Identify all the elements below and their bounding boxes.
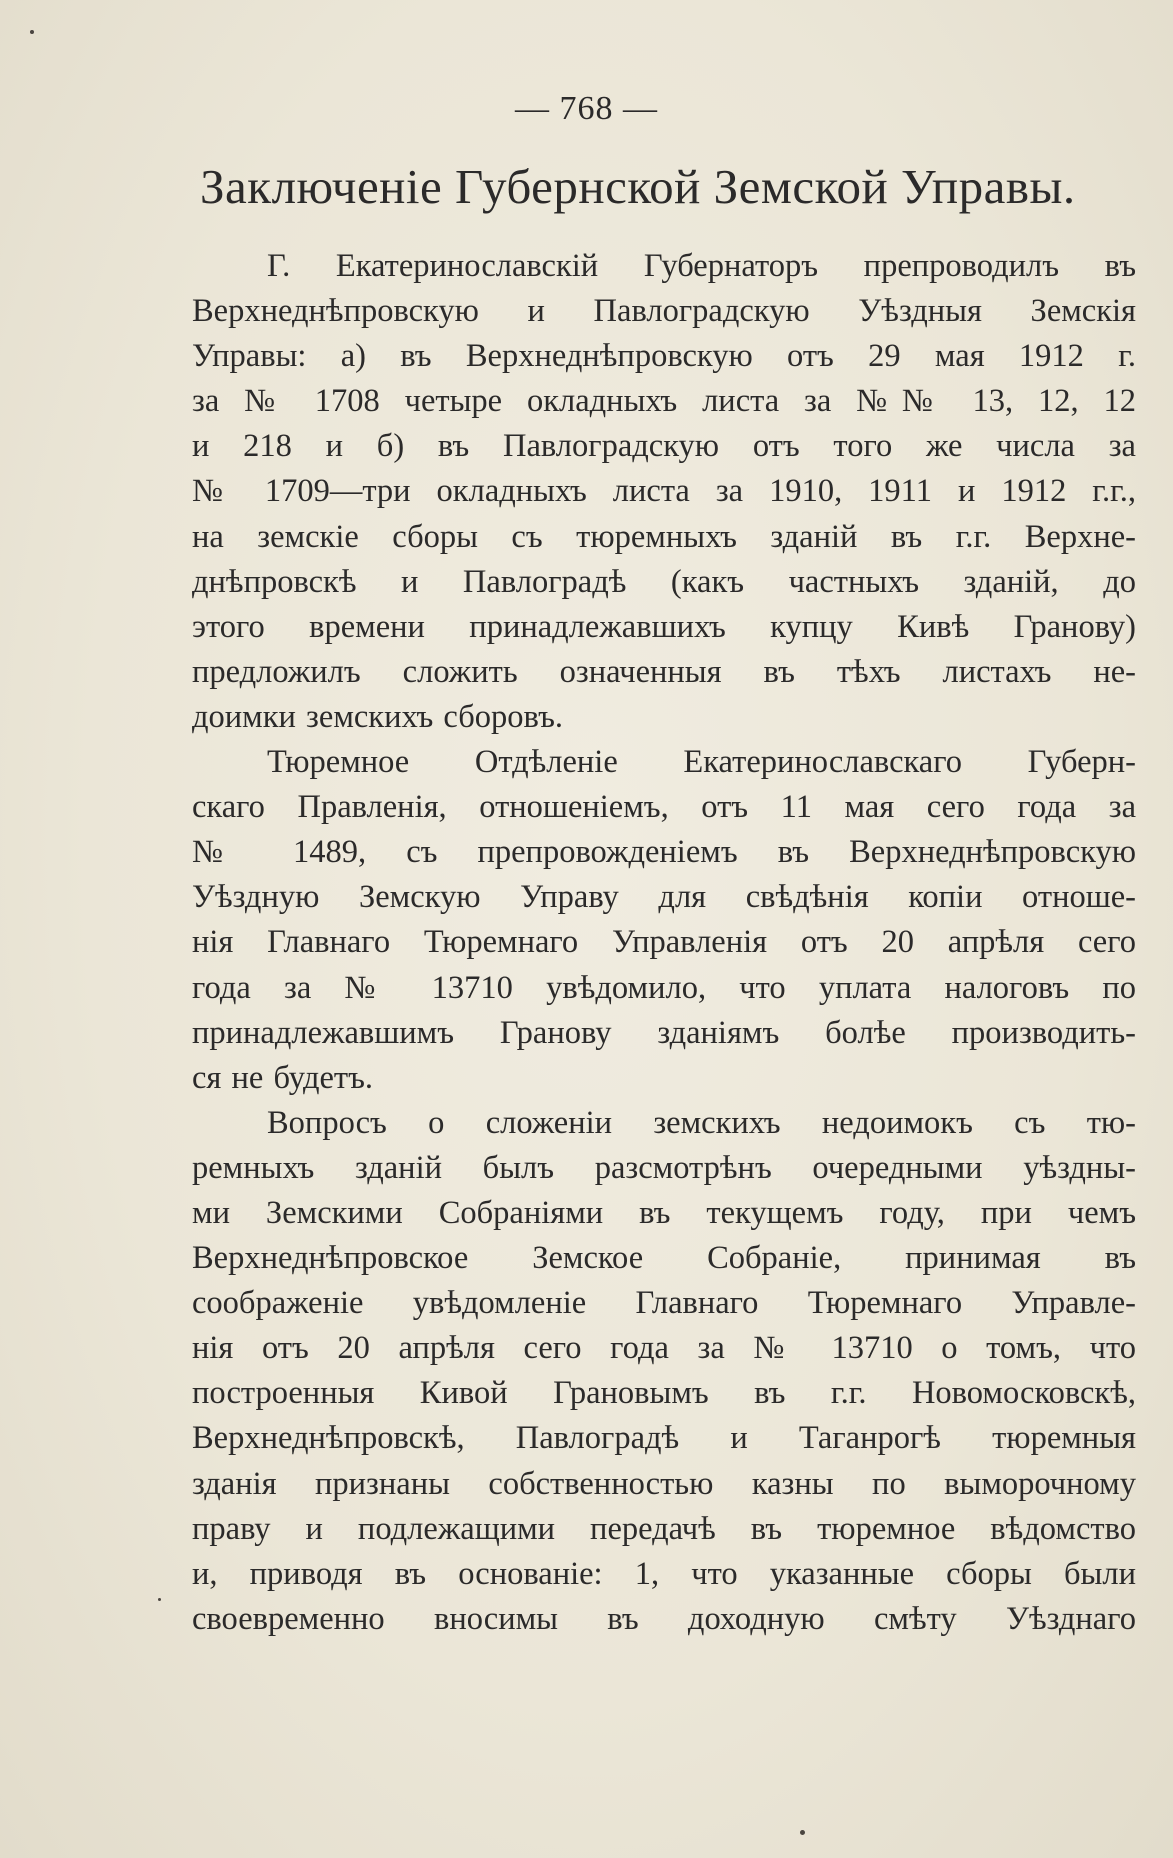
text-line: ся не будетъ. [192, 1059, 374, 1096]
text-line: № 1709—три окладныхъ листа за 1910, 1911 и 1912 г.г., [192, 473, 1136, 510]
text-line: нія отъ 20 апрѣля сего года за № 13710 о томъ, что [192, 1330, 1136, 1367]
text-line: на земскіе сборы съ тюремныхъ зданій въ г.г. Верхне- [192, 518, 1136, 555]
text-line: построенныя Кивой Грановымъ въ г.г. Новомосковскѣ, [192, 1375, 1136, 1412]
text-line: Уѣздную Земскую Управу для свѣдѣнія копіи отноше- [192, 879, 1136, 916]
text-line: Тюремное Отдѣленіе Екатеринославскаго Губерн- [267, 744, 1136, 781]
text-line: своевременно вносимы въ доходную смѣту Уѣзднаго [192, 1600, 1136, 1637]
text-line: нія Главнаго Тюремнаго Управленія отъ 20 апрѣля сего [192, 924, 1136, 961]
text-line: Верхнеднѣпровскую и Павлоградскую Уѣздныя Земскія [192, 293, 1136, 330]
text-line: ремныхъ зданій былъ разсмотрѣнъ очередными уѣздны- [192, 1149, 1136, 1186]
page-heading: Заключеніе Губернской Земской Управы. [200, 159, 1076, 214]
text-line: Г. Екатеринославскій Губернаторъ препроводилъ въ [267, 248, 1136, 284]
text-line: и, приводя въ основаніе: 1, что указанные сборы были [192, 1555, 1136, 1592]
text-line: скаго Правленія, отношеніемъ, отъ 11 мая сего года за [192, 789, 1136, 826]
text-line: ми Земскими Собраніями въ текущемъ году, при чемъ [192, 1194, 1136, 1231]
scan-speck [800, 1830, 805, 1835]
text-line: зданія признаны собственностью казны по выморочному [192, 1465, 1136, 1502]
text-line: Верхнеднѣпровское Земское Собраніе, принимая въ [192, 1240, 1136, 1277]
text-line: доимки земскихъ сборовъ. [192, 698, 564, 735]
text-line: днѣпровскѣ и Павлоградѣ (какъ частныхъ зданій, до [192, 563, 1136, 600]
text-line: года за № 13710 увѣдомило, что уплата налоговъ по [192, 969, 1136, 1006]
page-number: — 768 — [515, 90, 658, 127]
text-line: принадлежавшимъ Гранову зданіямъ болѣе производить- [192, 1014, 1136, 1051]
scan-speck [30, 30, 34, 34]
text-line: соображеніе увѣдомленіе Главнаго Тюремнаго Управле- [192, 1285, 1136, 1322]
text-line: Управы: а) въ Верхнеднѣпровскую отъ 29 мая 1912 г. [192, 338, 1136, 375]
scan-speck [158, 1598, 161, 1601]
text-line: праву и подлежащими передачѣ въ тюремное вѣдомство [192, 1510, 1136, 1547]
text-line: предложилъ сложить означенныя въ тѣхъ листахъ не- [192, 653, 1136, 690]
text-line: № 1489, съ препровожденіемъ въ Верхнеднѣпровскую [192, 834, 1136, 871]
text-line: за № 1708 четыре окладныхъ листа за №№ 13, 12, 12 [192, 383, 1136, 420]
text-line: Вопросъ о сложеніи земскихъ недоимокъ съ тю- [267, 1104, 1136, 1141]
body-text [192, 244, 1136, 1642]
text-line: Верхнеднѣпровскѣ, Павлоградѣ и Таганрогѣ тюремныя [192, 1420, 1136, 1457]
text-line: этого времени принадлежавшихъ купцу Кивѣ Гранову) [192, 608, 1136, 645]
text-line: и 218 и б) въ Павлоградскую отъ того же числа за [192, 428, 1136, 465]
